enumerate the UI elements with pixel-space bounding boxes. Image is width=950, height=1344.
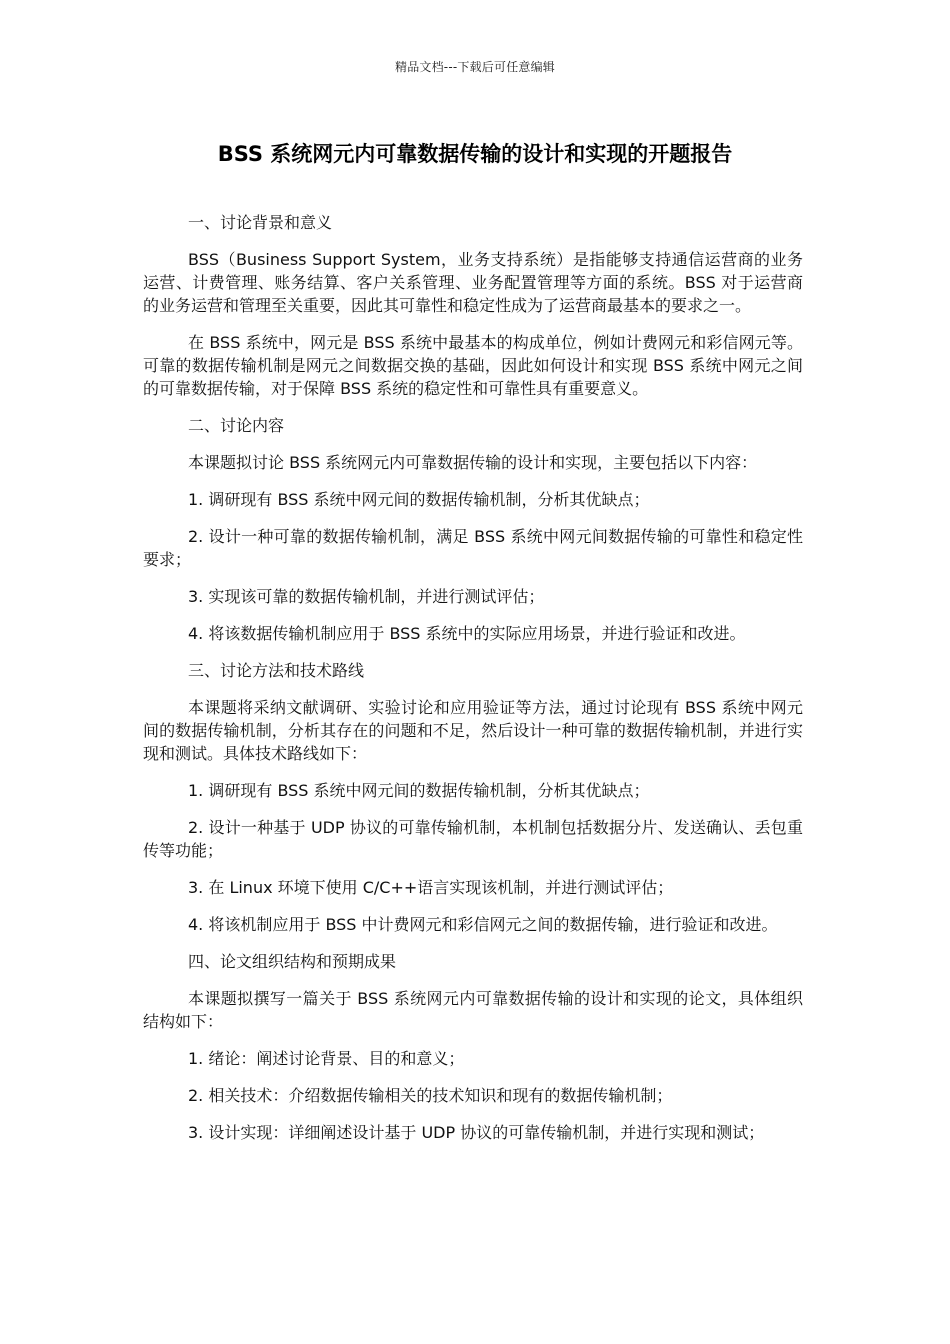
list-item: 2. 相关技术：介绍数据传输相关的技术知识和现有的数据传输机制；	[188, 1086, 673, 1105]
list-item: 2. 设计一种可靠的数据传输机制，满足 BSS 系统中网元间数据传输的可靠性和稳定性要求；	[143, 527, 803, 569]
document-body	[143, 211, 803, 1158]
list-item: 4. 将该数据传输机制应用于 BSS 系统中的实际应用场景，并进行验证和改进。	[188, 624, 746, 643]
list-item: 3. 在 Linux 环境下使用 C/C++语言实现该机制，并进行测试评估；	[188, 878, 674, 897]
section-heading-4: 四、论文组织结构和预期成果	[188, 952, 397, 971]
list-item: 1. 绪论：阐述讨论背景、目的和意义；	[188, 1049, 465, 1068]
list-item: 2. 设计一种基于 UDP 协议的可靠传输机制，本机制包括数据分片、发送确认、丢包重传等功能；	[143, 818, 803, 860]
list-item: 1. 调研现有 BSS 系统中网元间的数据传输机制，分析其优缺点；	[188, 490, 650, 509]
paragraph: 本课题拟撰写一篇关于 BSS 系统网元内可靠数据传输的设计和实现的论文，具体组织结构如下：	[143, 989, 803, 1031]
paragraph: BSS（Business Support System，业务支持系统）是指能够支持通信运营商的业务运营、计费管理、账务结算、客户关系管理、业务配置管理等方面的系统。BSS 对于运营商的业务运营和管理至关重要，因此其可靠性和稳定性成为了运营商最基本的要求之一。	[143, 250, 803, 315]
document-title: BSS 系统网元内可靠数据传输的设计和实现的开题报告	[217, 142, 733, 166]
section-heading-3: 三、讨论方法和技术路线	[188, 661, 365, 680]
header-note: 精品文档---下载后可任意编辑	[395, 60, 555, 74]
section-heading-1: 一、讨论背景和意义	[188, 213, 333, 232]
list-item: 3. 设计实现：详细阐述设计基于 UDP 协议的可靠传输机制，并进行实现和测试；	[188, 1123, 765, 1142]
list-item: 3. 实现该可靠的数据传输机制，并进行测试评估；	[188, 587, 545, 606]
list-item: 1. 调研现有 BSS 系统中网元间的数据传输机制，分析其优缺点；	[188, 781, 650, 800]
section-heading-2: 二、讨论内容	[188, 416, 285, 435]
paragraph: 本课题拟讨论 BSS 系统网元内可靠数据传输的设计和实现，主要包括以下内容：	[188, 453, 758, 472]
paragraph: 在 BSS 系统中，网元是 BSS 系统中最基本的构成单位，例如计费网元和彩信网元等。可靠的数据传输机制是网元之间数据交换的基础，因此如何设计和实现 BSS 系统中网元之间的可靠数据传输，对于保障 BSS 系统的稳定性和可靠性具有重要意义。	[143, 333, 803, 398]
list-item: 4. 将该机制应用于 BSS 中计费网元和彩信网元之间的数据传输，进行验证和改进。	[188, 915, 778, 934]
paragraph: 本课题将采纳文献调研、实验讨论和应用验证等方法，通过讨论现有 BSS 系统中网元间的数据传输机制，分析其存在的问题和不足，然后设计一种可靠的数据传输机制，并进行实现和测试。具体技术路线如下：	[143, 698, 803, 763]
